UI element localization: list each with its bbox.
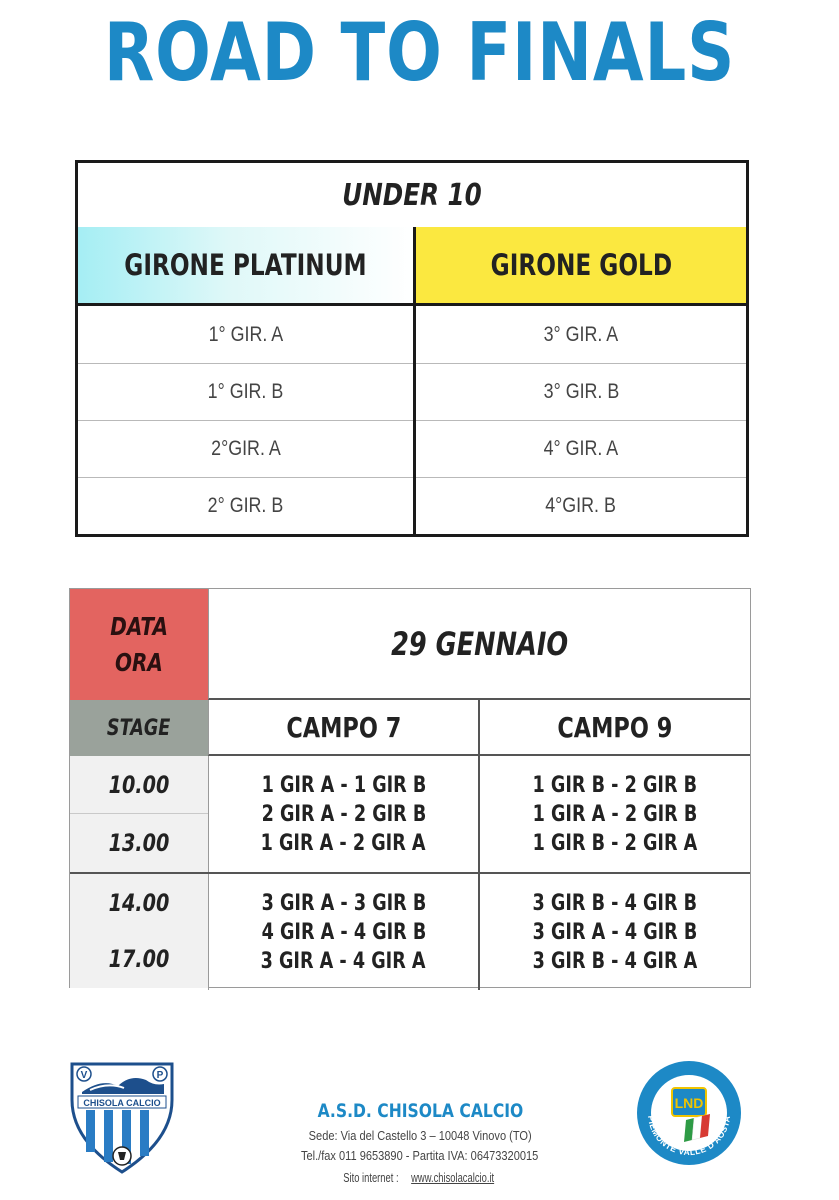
- club-name: A.S.D. CHISOLA CALCIO: [317, 1100, 523, 1122]
- club-website: [180, 1170, 660, 1185]
- data-ora-label: [70, 589, 208, 700]
- ora-label: ORA: [115, 647, 163, 677]
- platinum-cell: 2° GIR. B: [78, 477, 416, 534]
- campo7-matches: [208, 756, 480, 872]
- table-row: [78, 420, 746, 478]
- table-heading-row: [78, 163, 746, 230]
- chisola-calcio-logo: [68, 1060, 176, 1176]
- svg-text:CHISOLA CALCIO: CHISOLA CALCIO: [83, 1098, 161, 1108]
- match: 3 GIR B - 4 GIR A: [532, 948, 698, 974]
- data-label: DATA: [110, 611, 168, 641]
- campo9-matches: [480, 756, 750, 872]
- match: 1 GIR B - 2 GIR A: [532, 830, 698, 856]
- gold-cell: 4°GIR. B: [545, 493, 617, 517]
- platinum-cell: 2°GIR. A: [78, 420, 416, 477]
- table-row: [78, 306, 746, 364]
- page-title: ROAD TO FINALS: [103, 6, 736, 99]
- table-row: [78, 477, 746, 534]
- under10-groups-table: [75, 160, 749, 537]
- campo7-header: CAMPO 7: [208, 700, 480, 756]
- time-end: 13.00: [70, 814, 208, 872]
- event-date: 29 GENNAIO: [208, 589, 750, 700]
- platinum-cell: 1° GIR. A: [78, 306, 416, 363]
- time-start: 10.00: [70, 756, 208, 814]
- category-heading: UNDER 10: [342, 177, 482, 213]
- gold-cell: 3° GIR. A: [543, 322, 619, 346]
- group-header-row: [78, 227, 746, 306]
- campo9-header: CAMPO 9: [480, 700, 750, 756]
- svg-text:P: P: [156, 1070, 164, 1081]
- club-phone: Tel./fax 011 9653890 - Partita IVA: 06473320015: [301, 1148, 539, 1163]
- match: 3 GIR A - 4 GIR B: [532, 919, 698, 945]
- club-address: Sede: Via del Castello 3 – 10048 Vinovo (TO): [308, 1128, 532, 1143]
- match: 3 GIR A - 4 GIR A: [261, 948, 426, 974]
- svg-text:PIEMONTE VALLE D'AOSTA: PIEMONTE VALLE D'AOSTA: [645, 1114, 733, 1158]
- gold-cell: 4° GIR. A: [543, 436, 619, 460]
- match: 3 GIR A - 3 GIR B: [261, 890, 426, 916]
- campo7-matches: [208, 874, 480, 990]
- stage-header: STAGE: [70, 700, 208, 756]
- match: 1 GIR A - 2 GIR B: [532, 801, 698, 827]
- gold-cell: 3° GIR. B: [543, 379, 619, 403]
- time-start: 14.00: [70, 874, 208, 932]
- svg-text:V: V: [80, 1070, 88, 1081]
- match: 1 GIR A - 2 GIR A: [261, 830, 426, 856]
- match: 3 GIR B - 4 GIR B: [532, 890, 698, 916]
- group-platinum-header: GIRONE PLATINUM: [78, 227, 416, 303]
- schedule-table: [69, 588, 751, 988]
- website-link[interactable]: www.chisolacalcio.it: [411, 1170, 495, 1185]
- group-gold-header: GIRONE GOLD: [416, 227, 746, 303]
- svg-text:LND: LND: [674, 1095, 704, 1111]
- match: 1 GIR B - 2 GIR B: [532, 772, 698, 798]
- platinum-cell: 1° GIR. B: [78, 363, 416, 420]
- match: 2 GIR A - 2 GIR B: [261, 801, 426, 827]
- match: 1 GIR A - 1 GIR B: [261, 772, 426, 798]
- time-end: 17.00: [70, 930, 208, 988]
- match: 4 GIR A - 4 GIR B: [261, 919, 426, 945]
- table-row: [78, 363, 746, 421]
- campo9-matches: [480, 874, 750, 990]
- website-prefix: Sito internet :: [343, 1170, 399, 1185]
